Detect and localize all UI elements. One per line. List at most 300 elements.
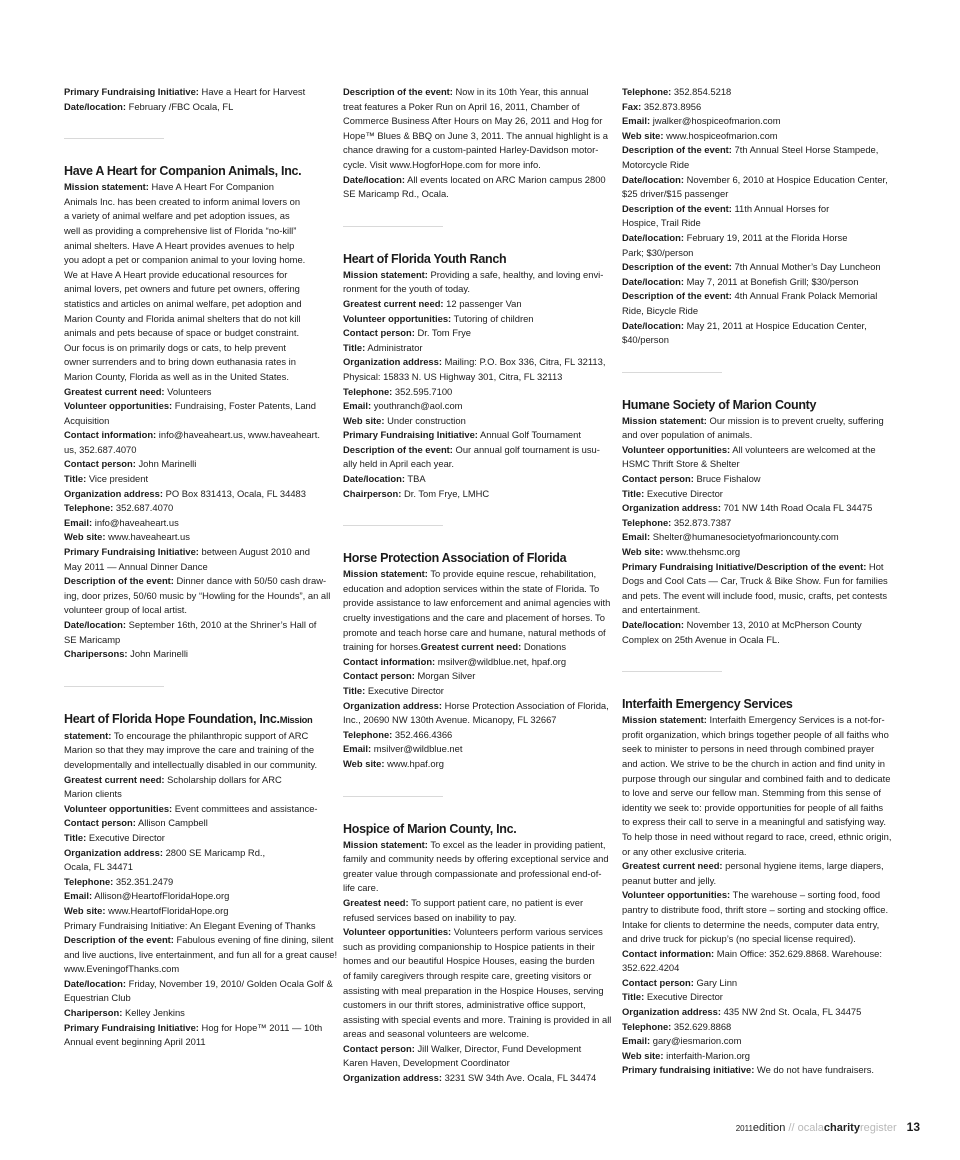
listing-line xyxy=(64,443,322,458)
field-value: www.hpaf.org xyxy=(384,757,444,769)
field-value: areas and seasonal volunteers are welcome. xyxy=(343,1028,530,1040)
field-value: Mailing: P.O. Box 336, Citra, FL 32113, xyxy=(441,356,606,368)
field-value: Our annual golf tournament is usu- xyxy=(452,443,600,455)
field-label: Web site: xyxy=(343,757,385,769)
listing-line xyxy=(64,239,322,254)
field-value: assisting with special events and more. Training is provided in all xyxy=(343,1013,612,1025)
listing-line xyxy=(343,881,601,896)
listing-line xyxy=(343,998,601,1013)
org-listing xyxy=(622,397,888,648)
field-value: Ride, Bicycle Ride xyxy=(622,304,699,316)
field-label: Greatest current need: xyxy=(420,641,522,653)
field-label: Contact person: xyxy=(343,670,415,682)
field-label: Date/location: xyxy=(64,100,126,112)
listing-line xyxy=(64,472,322,487)
field-value: of family caregivers through respite care, greeting visitors or xyxy=(343,969,592,981)
field-value: Marion clients xyxy=(64,788,122,800)
field-value: 352.466.4366 xyxy=(392,728,453,740)
field-label: Volunteer opportunities: xyxy=(64,802,173,814)
org-name: Horse Protection Association of Florida xyxy=(343,551,567,566)
field-label: Telephone: xyxy=(64,502,114,514)
listing-line xyxy=(343,487,601,502)
listing-line xyxy=(622,129,880,144)
listing-line xyxy=(64,414,322,429)
org-name: Hospice of Marion County, Inc. xyxy=(343,821,517,836)
section-divider xyxy=(343,226,443,227)
listing-line xyxy=(622,713,885,728)
listing-line xyxy=(622,545,880,560)
listing-line xyxy=(622,333,880,348)
listing-line xyxy=(64,1006,322,1021)
listing-line xyxy=(622,961,880,976)
listing-line xyxy=(64,816,322,831)
field-value: pantry to distribute food, thrift store – sorting and stocking office. xyxy=(622,903,889,915)
field-value: msilver@wildblue.net xyxy=(371,743,463,755)
org-listing xyxy=(343,85,608,202)
listing-line xyxy=(64,501,322,516)
section-divider xyxy=(343,796,443,797)
field-label: Charipersons: xyxy=(64,648,128,660)
title-tail: Mission xyxy=(279,713,313,725)
field-value: We do not have fundraisers. xyxy=(754,1064,875,1076)
field-value: animal lovers, pet owners and future pet owners, offering xyxy=(64,283,300,295)
field-label: Description of the event: xyxy=(622,290,732,302)
field-value: September 16th, 2010 at the Shriner’s Hall of xyxy=(126,619,317,630)
field-value: Karen Haven, Development Coordinator xyxy=(343,1057,510,1069)
listing-line xyxy=(64,633,322,648)
field-label: Title: xyxy=(64,831,87,843)
listing-line xyxy=(622,516,880,531)
listing-line xyxy=(622,874,880,889)
listing-line xyxy=(343,472,601,487)
listing-line xyxy=(343,187,601,202)
field-value: or any other exclusive criteria. xyxy=(622,845,747,857)
field-value: 7th Annual Mother’s Day Luncheon xyxy=(731,261,881,273)
listing-line xyxy=(622,428,880,443)
listing-line xyxy=(343,567,601,582)
field-value: cruelty investigations and the care and placement of horses. To xyxy=(343,612,605,624)
field-label: Telephone: xyxy=(343,385,393,397)
org-listing xyxy=(64,711,338,1050)
listing-line xyxy=(343,940,601,955)
field-value: Hospice, Trail Ride xyxy=(622,217,701,229)
field-label: Title: xyxy=(64,473,87,485)
listing-line xyxy=(64,428,322,443)
field-value: Allison Campbell xyxy=(135,817,208,829)
listing-line xyxy=(64,224,322,239)
field-value: The warehouse – sorting food, food xyxy=(730,889,881,901)
field-value: Annual Golf Tournament xyxy=(477,429,581,441)
listing-line xyxy=(622,589,888,604)
field-value: Event committees and assistance- xyxy=(172,802,318,814)
field-value: Equestrian Club xyxy=(64,992,131,1004)
listing-line xyxy=(622,757,886,772)
field-value: Executive Director xyxy=(644,991,723,1003)
field-value: Marion County, Florida as well as in the United States. xyxy=(64,370,289,382)
field-value: Providing a safe, healthy, and loving envi- xyxy=(427,268,604,280)
field-label: Contact person: xyxy=(622,473,694,485)
field-label: Contact information: xyxy=(64,429,157,441)
field-value: identity we seek to: provide opportunities for people of all faiths xyxy=(622,801,884,813)
listing-line xyxy=(622,618,880,633)
listing-line xyxy=(343,728,601,743)
listing-line xyxy=(622,202,880,217)
listing-line xyxy=(343,669,601,684)
field-value: volunteer group of local artist. xyxy=(64,604,187,616)
listing-line xyxy=(64,647,322,662)
footer-charity: charity xyxy=(823,1122,860,1134)
field-label: Primary Fundraising Initiative: xyxy=(64,86,199,97)
listing-line xyxy=(622,888,880,903)
field-label: Web site: xyxy=(64,904,106,916)
column-2 xyxy=(343,85,612,1086)
field-value: statistics and articles on animal welfare, pet adoption and xyxy=(64,297,302,309)
field-label: Contact person: xyxy=(64,458,136,470)
field-value: SE Maricamp Rd., Ocala. xyxy=(343,188,449,200)
listing-line xyxy=(64,618,322,633)
field-value: you adopt a pet or companion animal to your loving home. xyxy=(64,254,306,266)
listing-line xyxy=(64,919,322,934)
footer-edition: edition xyxy=(752,1122,786,1134)
listing-line xyxy=(343,297,601,312)
listing-line xyxy=(343,341,601,356)
field-value: John Marinelli xyxy=(135,458,197,470)
field-value: Donations xyxy=(521,641,567,653)
field-label: Telephone: xyxy=(343,728,393,740)
field-label: Organization address: xyxy=(343,699,442,711)
field-label: Primary Fundraising Initiative: xyxy=(343,429,478,441)
field-value: seek to minister to persons in need through combined prayer xyxy=(622,743,875,755)
listing-line xyxy=(64,846,322,861)
listing-line xyxy=(343,742,601,757)
field-value: 435 NW 2nd St. Ocala, FL 34475 xyxy=(720,1006,862,1018)
listing-line xyxy=(622,530,880,545)
field-label: Organization address: xyxy=(64,487,163,499)
field-value: 352.854.5218 xyxy=(671,86,732,97)
listing-line xyxy=(343,699,609,714)
field-value: Now in its 10th Year, this annual xyxy=(452,86,589,97)
field-value: Fundraising, Foster Patents, Land xyxy=(172,400,316,412)
listing-line xyxy=(622,574,888,589)
field-value: a variety of animal welfare and pet adoption issues, as xyxy=(64,210,290,222)
listing-line xyxy=(622,173,888,188)
listing-line xyxy=(622,742,880,757)
listing-line xyxy=(343,457,601,472)
field-value: To excel as the leader in providing patient, xyxy=(427,838,606,850)
listing-line xyxy=(64,589,331,604)
listing-line xyxy=(343,954,601,969)
listing-line xyxy=(622,976,880,991)
listing-line xyxy=(622,728,889,743)
section-divider xyxy=(343,525,443,526)
field-label: Date/location: xyxy=(64,619,126,630)
footer-ocala: ocala xyxy=(797,1122,824,1134)
field-label: Contact person: xyxy=(343,327,415,339)
field-value: and drive truck for pickup’s (no special license required). xyxy=(622,933,856,945)
field-value: November 6, 2010 at Hospice Education Center, xyxy=(684,173,888,185)
listing-line xyxy=(343,852,609,867)
field-value: 352.595.7100 xyxy=(392,385,453,397)
field-label: Date/location: xyxy=(622,173,684,185)
field-value: ronment for the youth of today. xyxy=(343,283,470,295)
org-listing xyxy=(343,821,612,1086)
field-value: provide assistance to law enforcement and animal agencies with xyxy=(343,597,611,609)
field-value: interfaith-Marion.org xyxy=(663,1049,751,1061)
field-label: Title: xyxy=(622,487,645,499)
field-value: Morgan Silver xyxy=(414,670,476,682)
field-label: Date/location: xyxy=(622,231,684,243)
listing-line xyxy=(343,582,601,597)
field-value: such as providing companionship to Hospice patients in their xyxy=(343,940,595,952)
org-name: Heart of Florida Hope Foundation, Inc.Mission xyxy=(64,711,313,726)
org-listing xyxy=(622,85,888,348)
field-label: Mission statement: xyxy=(622,414,707,426)
field-value: $25 driver/$15 passenger xyxy=(622,188,729,200)
field-value: 352.873.7387 xyxy=(671,516,732,528)
listing-line xyxy=(64,312,322,327)
field-value: Complex on 25th Avenue in Ocala FL. xyxy=(622,633,780,645)
field-value: Our focus is on primarily dogs or cats, to help prevent xyxy=(64,341,286,353)
field-value: gary@iesmarion.com xyxy=(650,1035,742,1047)
field-value: to love and serve our fellow man. Stemming from this sense of xyxy=(622,787,881,799)
listing-line xyxy=(64,758,322,773)
listing-line xyxy=(64,802,322,817)
listing-line xyxy=(343,896,601,911)
field-value: profit organization, which brings together people of all faiths who xyxy=(622,728,889,740)
listing-line xyxy=(343,838,606,853)
listing-line xyxy=(343,626,606,641)
field-value: 12 passenger Van xyxy=(443,297,522,309)
field-value: Commerce Business After Hours on May 26, 2011 and Hog for xyxy=(343,115,603,127)
listing-line xyxy=(64,516,322,531)
field-value: 352.687.4070 xyxy=(113,502,174,514)
field-label: Mission statement: xyxy=(343,268,428,280)
org-listing xyxy=(622,696,892,1078)
listing-line xyxy=(343,268,604,283)
field-label: Email: xyxy=(343,743,372,755)
listing-line xyxy=(343,114,601,129)
field-label: Volunteer opportunities: xyxy=(343,926,452,938)
field-label: Primary Fundraising Initiative: xyxy=(64,1021,199,1033)
org-name: Humane Society of Marion County xyxy=(622,397,817,412)
field-value: greater value through compassionate and professional end-of- xyxy=(343,867,602,879)
footer-slashes: // xyxy=(785,1122,798,1134)
field-label: Telephone: xyxy=(622,1020,672,1032)
listing-line xyxy=(622,187,880,202)
field-value: TBA xyxy=(405,473,426,485)
listing-line xyxy=(343,596,611,611)
field-label: Telephone: xyxy=(64,875,114,887)
field-label: Description of the event: xyxy=(622,144,732,156)
listing-line xyxy=(622,830,892,845)
listing-line xyxy=(343,684,601,699)
field-label: Web site: xyxy=(64,531,106,543)
field-label: Contact information: xyxy=(622,947,715,959)
field-value: Allison@HeartofFloridaHope.org xyxy=(92,890,230,902)
field-value: Intake for clients to determine the needs, computer data entry, xyxy=(622,918,880,930)
field-value: Vice president xyxy=(86,473,149,485)
listing-line xyxy=(64,195,322,210)
field-value: Kelley Jenkins xyxy=(122,1007,185,1019)
listing-line xyxy=(343,355,606,370)
field-label: Telephone: xyxy=(622,86,672,97)
section-divider xyxy=(64,138,164,139)
listing-line xyxy=(343,158,601,173)
field-label: Email: xyxy=(622,531,651,543)
listing-line xyxy=(343,969,601,984)
field-value: www.haveaheart.us xyxy=(105,531,190,543)
field-label: Web site: xyxy=(622,1049,664,1061)
field-value: www.thehsmc.org xyxy=(663,546,741,558)
listing-line xyxy=(622,501,880,516)
listing-line xyxy=(64,962,322,977)
field-label: Web site: xyxy=(622,546,664,558)
field-value: Dr. Tom Frye xyxy=(414,327,471,339)
field-label: Organization address: xyxy=(343,1072,442,1084)
listing-line xyxy=(343,1056,601,1071)
field-label: Chairperson: xyxy=(343,487,402,499)
field-label: Email: xyxy=(64,890,93,902)
listing-line xyxy=(622,443,880,458)
column-1 xyxy=(64,85,338,1050)
field-value: Executive Director xyxy=(644,487,723,499)
field-value: To support patient care, no patient is ever xyxy=(408,896,584,908)
listing-line xyxy=(343,1071,601,1086)
field-value: www.HeartofFloridaHope.org xyxy=(105,904,229,916)
listing-line xyxy=(622,85,880,100)
listing-line xyxy=(343,1027,601,1042)
field-value: animals and pets because of space or budget constraint. xyxy=(64,327,300,339)
listing-line xyxy=(622,1034,880,1049)
listing-line xyxy=(343,655,601,670)
field-label: Email: xyxy=(622,115,651,127)
field-value: Gary Linn xyxy=(693,976,738,988)
listing-line xyxy=(622,472,880,487)
field-label: Title: xyxy=(343,341,366,353)
field-value: To encourage the philanthropic support of ARC xyxy=(111,729,309,741)
field-value: youthranch@aol.com xyxy=(371,400,463,412)
field-value: personal hygiene items, large diapers, xyxy=(722,860,884,872)
field-label: Greatest current need: xyxy=(622,860,723,872)
field-value: May 7, 2011 at Bonefish Grill; $30/person xyxy=(684,275,859,287)
field-label: Primary Fundraising Initiative/Description of the event: xyxy=(622,560,867,572)
field-value: 352.622.4204 xyxy=(622,962,680,974)
field-value: 2800 SE Maricamp Rd., xyxy=(162,846,266,858)
field-value: assisting with meal preparation in the Hospice Houses, serving xyxy=(343,984,604,996)
field-value: Park; $30/person xyxy=(622,246,694,258)
field-value: us, 352.687.4070 xyxy=(64,443,137,455)
page-footer xyxy=(0,1120,920,1137)
field-value: www.EveningofThanks.com xyxy=(64,963,180,975)
field-value: Marion so that they may improve the care and training of the xyxy=(64,744,315,756)
listing-line xyxy=(622,304,880,319)
field-label: Date/location: xyxy=(343,473,405,485)
field-value: Dr. Tom Frye, LMHC xyxy=(401,487,490,499)
field-value: Executive Director xyxy=(365,685,444,696)
listing-line xyxy=(64,860,322,875)
listing-line xyxy=(622,918,880,933)
listing-line xyxy=(622,231,880,246)
field-label: Telephone: xyxy=(622,516,672,528)
listing-line xyxy=(343,173,606,188)
listing-line xyxy=(622,932,880,947)
listing-line xyxy=(622,772,891,787)
listing-line xyxy=(64,297,322,312)
listing-line xyxy=(622,487,880,502)
listing-line xyxy=(622,414,884,429)
field-label: Volunteer opportunities: xyxy=(622,889,731,901)
field-label: Email: xyxy=(622,1035,651,1047)
field-label: Mission statement: xyxy=(64,181,149,193)
org-listing xyxy=(64,163,331,662)
listing-line xyxy=(622,990,880,1005)
field-label: Title: xyxy=(343,685,366,696)
field-value: education and adoption services within the state of Florida. To xyxy=(343,582,600,594)
field-value: Animals Inc. has been created to inform animal lovers on xyxy=(64,195,301,207)
field-value: Our mission is to prevent cruelty, suffering xyxy=(706,414,884,426)
listing-line xyxy=(64,530,322,545)
field-value: training for horses. xyxy=(343,641,421,653)
field-label: Greatest current need: xyxy=(64,385,165,397)
field-label: Greatest need: xyxy=(343,896,409,908)
listing-line xyxy=(64,991,322,1006)
field-label: Primary fundraising initiative: xyxy=(622,1064,755,1076)
field-value: May 21, 2011 at Hospice Education Center, xyxy=(684,319,867,331)
field-label: Fax: xyxy=(622,100,642,112)
org-listing xyxy=(343,251,606,502)
field-value: May 2011 — Annual Dinner Dance xyxy=(64,560,208,572)
listing-line xyxy=(343,611,605,626)
listing-line xyxy=(64,326,322,341)
listing-line xyxy=(64,948,338,963)
field-value: All events located on ARC Marion campus 2800 xyxy=(405,173,606,185)
listing-line xyxy=(343,85,601,100)
field-value: Dinner dance with 50/50 cash draw- xyxy=(173,575,327,587)
field-value: Tutoring of children xyxy=(451,312,534,324)
field-value: 7th Annual Steel Horse Stampede, xyxy=(731,144,879,156)
field-label: Mission statement: xyxy=(343,568,428,580)
field-value: We at Have A Heart provide educational resources for xyxy=(64,268,288,280)
field-label: Title: xyxy=(622,991,645,1003)
field-value: Fabulous evening of fine dining, silent xyxy=(173,934,334,946)
field-value: Bruce Fishalow xyxy=(693,473,761,485)
field-value: purpose through our singular and combined faith and to dedicate xyxy=(622,772,891,784)
field-label: Mission statement: xyxy=(343,838,428,850)
listing-line xyxy=(343,385,601,400)
column-3 xyxy=(622,85,892,1078)
section-divider xyxy=(622,372,722,373)
listing-line xyxy=(64,875,322,890)
listing-line xyxy=(622,603,880,618)
field-label: Description of the event: xyxy=(622,202,732,214)
listing-line xyxy=(343,757,601,772)
field-value: customers in our thrift stores, administrative office support, xyxy=(343,999,586,1011)
field-label: Description of the event: xyxy=(64,934,174,946)
listing-line xyxy=(343,443,601,458)
field-value: Annual event beginning April 2011 xyxy=(64,1036,206,1048)
field-value: Volunteers xyxy=(164,385,212,397)
listing-line xyxy=(622,143,880,158)
field-value: November 13, 2010 at McPherson County xyxy=(684,619,862,630)
field-value: To help those in need without regard to race, creed, ethnic origin, xyxy=(622,830,892,842)
field-value: family and community needs by offering exceptional service and xyxy=(343,853,609,865)
field-value: between August 2010 and xyxy=(198,546,310,558)
listing-line xyxy=(343,867,601,882)
listing-line xyxy=(343,414,601,429)
field-label: Greatest current need: xyxy=(343,297,444,309)
listing-line xyxy=(622,903,889,918)
field-value: Have a Heart for Harvest xyxy=(198,86,306,97)
